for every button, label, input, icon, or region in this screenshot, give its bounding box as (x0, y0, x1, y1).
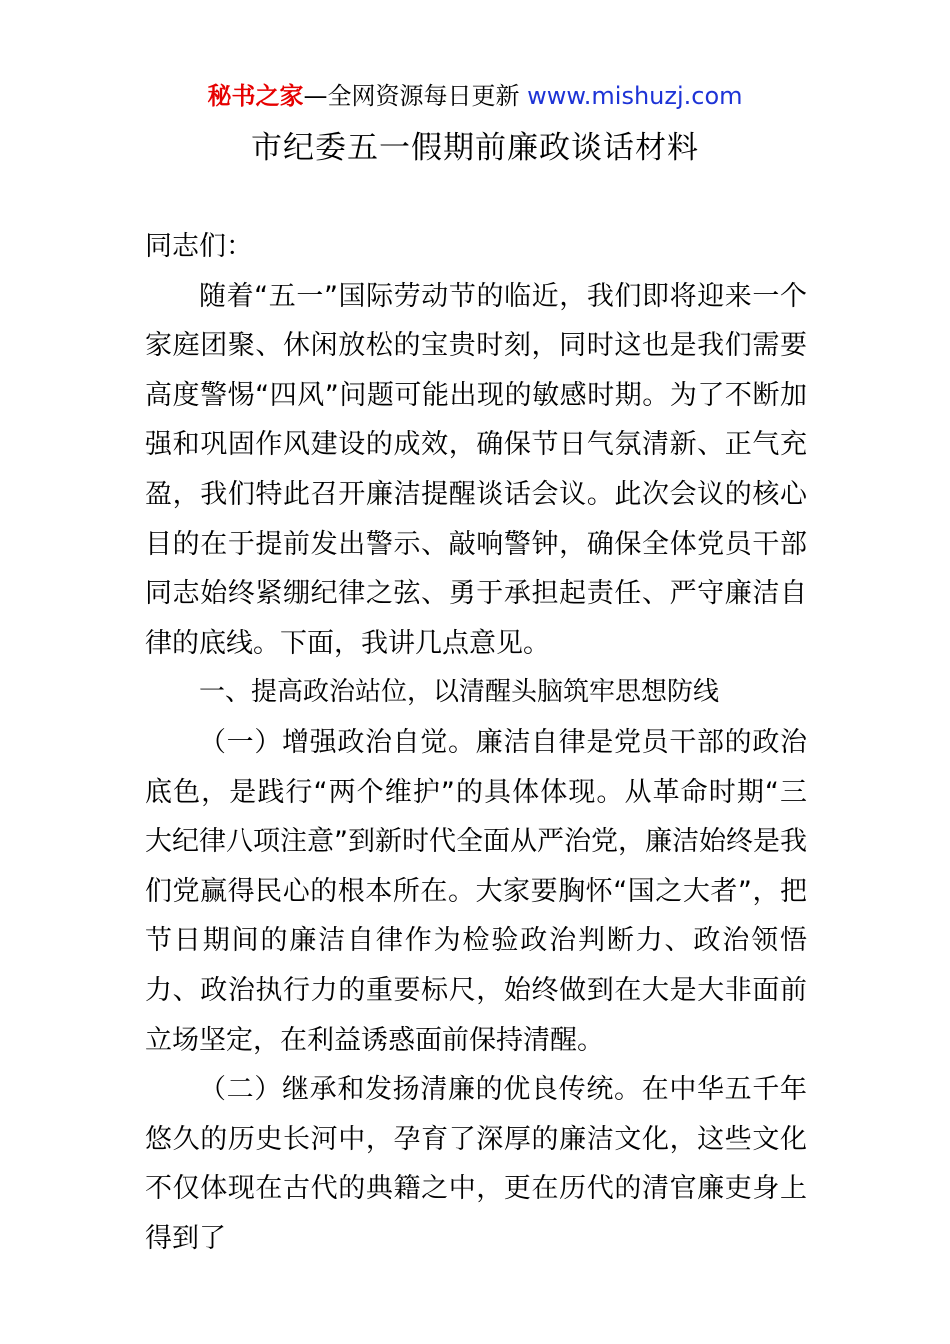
document-title: 市纪委五一假期前廉政谈话材料 (251, 130, 699, 166)
site-url-link[interactable]: www.mishuzj.com (527, 82, 743, 110)
section-heading: 一、提高政治站位，以清醒头脑筑牢思想防线 (199, 677, 720, 708)
site-tagline: —全网资源每日更新 (303, 82, 528, 110)
site-brand: 秘书之家 (207, 82, 304, 110)
body-paragraph: （一）增强政治自觉。廉洁自律是党员干部的政治底色，是践行“两个维护”的具体体现。从革命时期“三大纪律八项注意”到新时代全面从严治党，廉洁始终是我们党赢得民心的根本所在。大家要胸怀“国之大者”，把节日期间的廉洁自律作为检验政治判断力、政治领悟力、政治执行力的重要标尺，始终做到在大是大非面前立场坚定，在利益诱惑面前保持清醒。 (145, 726, 807, 1056)
body-paragraph: （二）继承和发扬清廉的优良传统。在中华五千年悠久的历史长河中，孕育了深厚的廉洁文化，这些文化不仅体现在古代的典籍之中，更在历代的清官廉吏身上得到了 (145, 1074, 807, 1254)
salutation: 同志们： (145, 231, 253, 262)
site-header (0, 80, 950, 112)
body-paragraph: 随着“五一”国际劳动节的临近，我们即将迎来一个家庭团聚、休闲放松的宝贵时刻，同时这也是我们需要高度警惕“四风”问题可能出现的敏感时期。为了不断加强和巩固作风建设的成效，确保节日气氛清新、正气充盈，我们特此召开廉洁提醒谈话会议。此次会议的核心目的在于提前发出警示、敲响警钟，确保全体党员干部同志始终紧绷纪律之弦、勇于承担起责任、严守廉洁自律的底线。下面，我讲几点意见。 (145, 280, 807, 659)
document-body (145, 222, 807, 1263)
